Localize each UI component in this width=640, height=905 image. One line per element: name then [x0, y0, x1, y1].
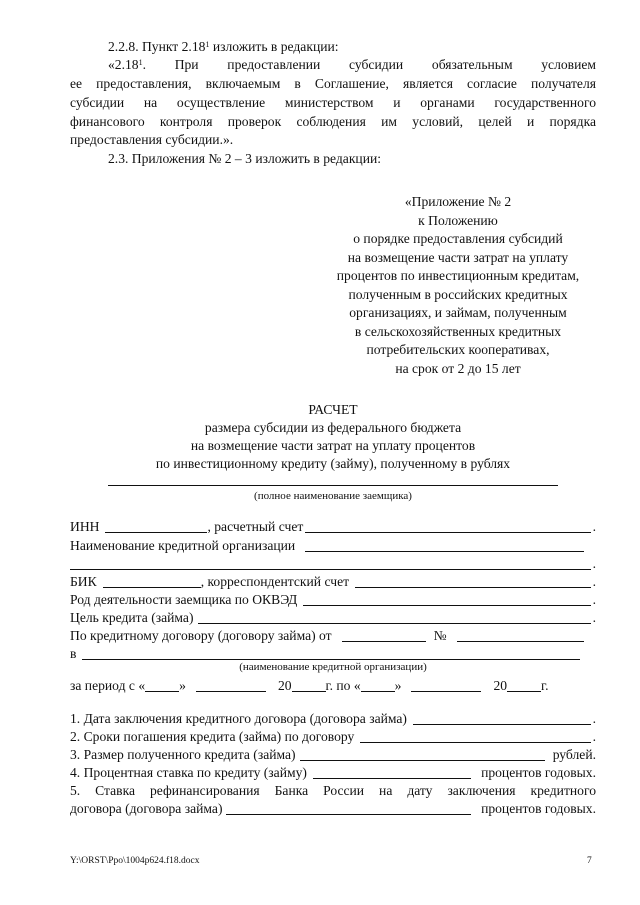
document-title: РАСЧЕТ: [308, 402, 358, 417]
purpose-label: Цель кредита (займа): [70, 610, 194, 625]
title-subline-2: на возмещение части затрат на уплату процентов: [190, 438, 476, 453]
item-4-row: [70, 764, 596, 782]
item-2-field[interactable]: [360, 742, 590, 743]
period-from-month-field[interactable]: [196, 678, 266, 692]
item-1-label: 1. Дата заключения кредитного договора (договора займа): [70, 711, 407, 726]
bik-field[interactable]: [103, 574, 201, 588]
item-2-label: 2. Сроки погашения кредита (займа) по договору: [70, 729, 355, 744]
appendix-line: организациях, и займам, полученным: [349, 305, 567, 320]
appendix-line: в сельскохозяйственных кредитных: [354, 323, 562, 339]
item-2-row: 2. Сроки погашения кредита (займа) по договору .: [70, 729, 596, 744]
item-3-label: 3. Размер полученного кредита (займа): [70, 747, 296, 762]
period-to-month-field[interactable]: [411, 678, 481, 692]
item-3-unit: рублей.: [552, 747, 596, 762]
item-4-label: 4. Процентная ставка по кредиту (займу): [70, 765, 307, 780]
period-to-year-field[interactable]: [507, 678, 541, 692]
period-from-day-field[interactable]: [145, 678, 179, 692]
item-5-line-1: 5. Ставка рефинансирования Банка России на дату заключения кредитного: [70, 783, 596, 798]
appendix-line: на возмещение части затрат на уплату: [347, 249, 569, 265]
number-sign: №: [433, 628, 447, 643]
appendix-line: о порядке предоставления субсидий: [353, 231, 563, 246]
paragraph-line-2: ее предоставления, включаемым в Соглашение, является согласие получателя: [70, 76, 596, 91]
appendix-heading: [300, 193, 616, 378]
appendix-line: на срок от 2 до 15 лет: [395, 360, 521, 376]
item-2-2-8: 2.2.8. Пункт 2.18$^1$ изложить в редакции:: [108, 39, 339, 54]
period-from-year-field[interactable]: [292, 678, 326, 692]
appendix-line: «Приложение № 2: [404, 194, 512, 209]
paragraph-line-4: финансового контроля проверок соблюдения им условий, целей и порядка: [70, 114, 596, 129]
contract-label: По кредитному договору (договору займа) от: [70, 628, 332, 643]
bank-caption: (наименование кредитной организации): [239, 661, 427, 673]
item-1-row: 1. Дата заключения кредитного договора (договора займа) .: [70, 711, 596, 726]
appendix-line: полученным в российских кредитных: [348, 286, 568, 302]
purpose-field[interactable]: [198, 623, 591, 624]
footer-page-number: 7: [587, 856, 592, 866]
inn-label: ИНН: [70, 519, 100, 534]
bank-name-field[interactable]: [305, 551, 584, 552]
item-4-field[interactable]: [313, 778, 471, 779]
inn-row: ИНН , расчетный счет .: [70, 519, 596, 534]
bank-name-continuation: .: [70, 555, 596, 573]
corr-account-field[interactable]: [355, 587, 591, 588]
contract-row: [70, 627, 596, 645]
item-5-unit: процентов годовых.: [481, 801, 596, 816]
item-1-field[interactable]: [413, 724, 591, 725]
bank-name-row: [70, 537, 596, 555]
account-label: , расчетный счет: [207, 519, 304, 534]
item-5-label: договора (договора займа): [70, 801, 223, 816]
paragraph-line-1: «2.18$^1$. При предоставлении субсидии обязательным условием: [108, 57, 596, 72]
corr-account-label: , корреспондентский счет: [200, 574, 350, 589]
bank-name-label: Наименование кредитной организации: [70, 538, 296, 553]
footer-file-path: Y:\ORST\Ppo\1004p624.f18.docx: [70, 856, 200, 866]
purpose-row: Цель кредита (займа) .: [70, 610, 596, 625]
contract-date-field[interactable]: [342, 628, 426, 642]
bik-row: БИК , корреспондентский счет .: [70, 574, 596, 589]
okved-row: Род деятельности заемщика по ОКВЭД .: [70, 592, 596, 607]
okved-label: Род деятельности заемщика по ОКВЭД: [70, 592, 298, 607]
period-from-label: за период с «: [70, 678, 146, 693]
appendix-line: потребительских кооперативах,: [366, 342, 550, 357]
period-to-day-field[interactable]: [361, 678, 395, 692]
item-3-field[interactable]: [300, 760, 545, 761]
inn-field[interactable]: [105, 519, 207, 533]
borrower-caption: (полное наименование заемщика): [254, 490, 412, 502]
item-5-row: [70, 800, 596, 818]
item-4-unit: процентов годовых.: [481, 765, 596, 780]
title-subline-3: по инвестиционному кредиту (займу), полученному в рублях: [155, 456, 511, 471]
paragraph-line-3: субсидии на осуществление министерством и органами государственного: [70, 95, 596, 110]
borrower-name-line[interactable]: [108, 485, 558, 486]
bank-name-field-2[interactable]: [70, 569, 591, 570]
appendix-line: процентов по инвестиционным кредитам,: [336, 268, 580, 283]
contract-number-field[interactable]: [457, 641, 584, 642]
period-row: за период с « » 20 г. по « » 20 г.: [70, 678, 549, 693]
account-field[interactable]: [305, 532, 590, 533]
item-3-row: [70, 746, 596, 764]
appendix-line: к Положению: [418, 212, 498, 228]
in-label: в: [70, 646, 77, 661]
title-subline-1: размера субсидии из федерального бюджета: [204, 420, 462, 435]
bik-label: БИК: [70, 574, 97, 589]
item-2-3: 2.3. Приложения № 2 – 3 изложить в редакции:: [108, 151, 382, 166]
okved-field[interactable]: [303, 605, 590, 606]
paragraph-line-5: предоставления субсидии.».: [70, 132, 234, 147]
item-5-field[interactable]: [226, 814, 471, 815]
